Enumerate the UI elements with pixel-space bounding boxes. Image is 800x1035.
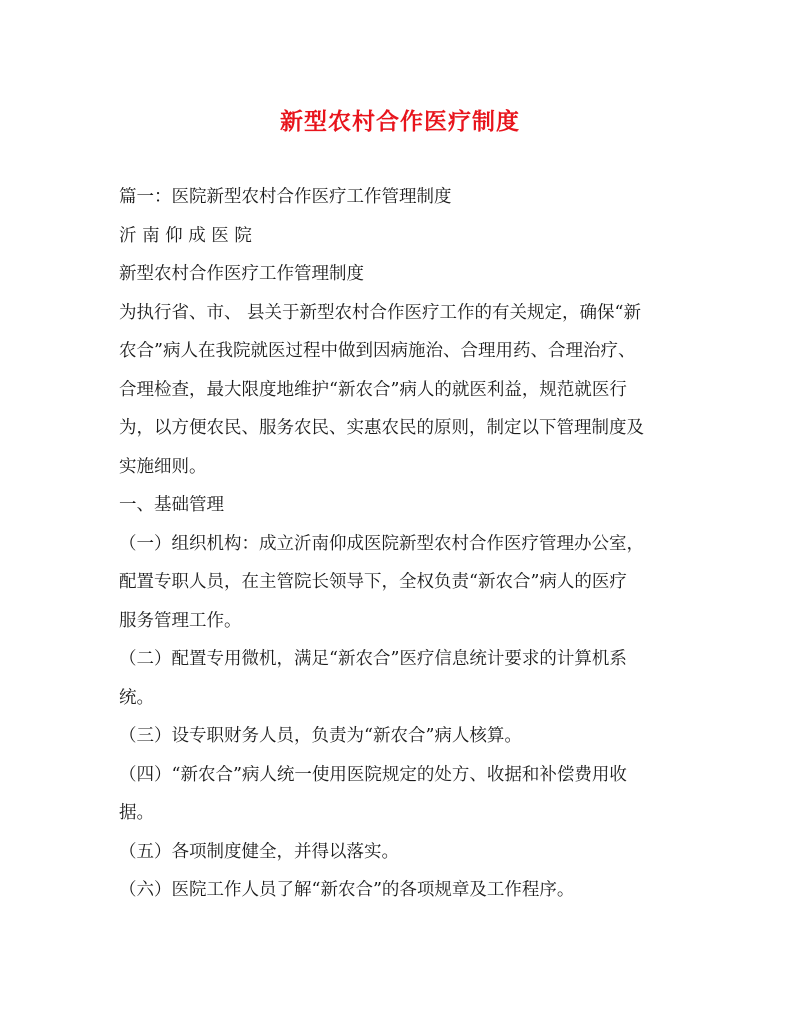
item-finance: （三）设专职财务人员，负责为“新农合”病人核算。 xyxy=(119,726,522,746)
paragraph-line: 为执行省、市、 县关于新型农村合作医疗工作的有关规定，确保“新 xyxy=(119,302,642,323)
paragraph-line: （一）组织机构：成立沂南仰成医院新型农村合作医疗管理办公室， xyxy=(119,533,644,554)
paragraph-line: 统。 xyxy=(119,687,154,708)
item-rules: （五）各项制度健全，并得以落实。 xyxy=(119,841,399,862)
paragraph-line: （四）“新农合”病人统一使用医院规定的处方、收据和补偿费用收 xyxy=(119,764,627,785)
item-receipts xyxy=(119,756,684,833)
document-body xyxy=(119,178,684,910)
paragraph-line: 实施细则。 xyxy=(119,456,207,477)
item-organization xyxy=(119,525,684,641)
item-staff: （六）医院工作人员了解“新农合”的各项规章及工作程序。 xyxy=(119,880,575,900)
paragraph-line: 配置专职人员，在主管院长领导下，全权负责“新农合”病人的医疗 xyxy=(119,572,627,592)
document-title: 新型农村合作医疗制度 xyxy=(280,108,520,135)
intro-paragraph xyxy=(119,294,684,487)
paragraph-line: 据。 xyxy=(119,803,154,823)
section-title-basic-management: 一、基础管理 xyxy=(119,495,224,515)
paragraph-line: 服务管理工作。 xyxy=(119,610,242,631)
hospital-name: 沂 南 仰 成 医 院 xyxy=(119,225,252,246)
subtitle: 篇一：医院新型农村合作医疗工作管理制度 xyxy=(119,187,452,207)
section-heading: 新型农村合作医疗工作管理制度 xyxy=(119,264,364,284)
paragraph-line: （二）配置专用微机，满足“新农合”医疗信息统计要求的计算机系 xyxy=(119,649,627,669)
paragraph-line: 为，以方便农民、服务农民、实惠农民的原则，制定以下管理制度及 xyxy=(119,418,644,438)
item-computer xyxy=(119,640,684,717)
paragraph-line: 合理检查，最大限度地维护“新农合”病人的就医利益，规范就医行 xyxy=(119,379,627,400)
paragraph-line: 农合”病人在我院就医过程中做到因病施治、合理用药、合理治疗、 xyxy=(119,341,636,361)
